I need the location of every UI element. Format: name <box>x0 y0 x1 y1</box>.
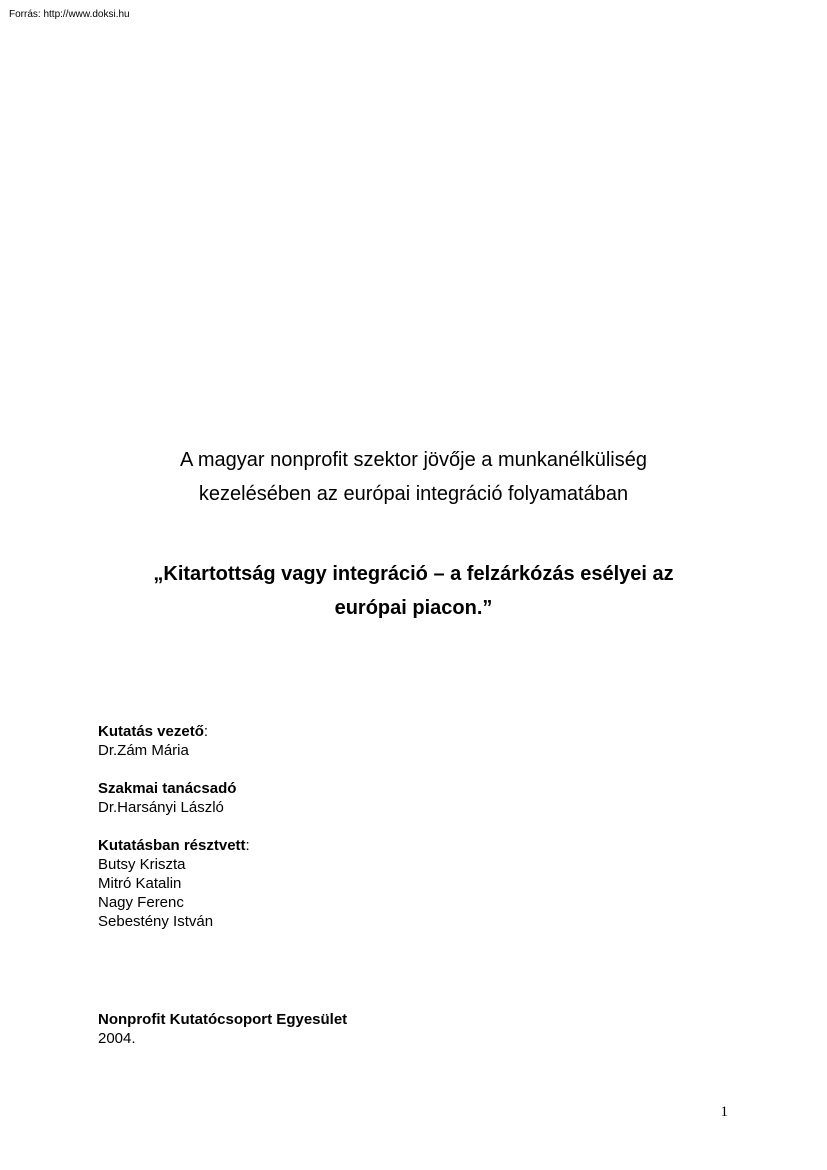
advisor-heading <box>98 779 250 798</box>
title-line-2: kezelésében az európai integráció folyamatában <box>198 483 629 505</box>
organization-name: Nonprofit Kutatócsoport Egyesület <box>98 1011 348 1028</box>
organization-block <box>98 1010 347 1048</box>
participant-name: Mitró Katalin <box>98 875 182 892</box>
participant-name: Butsy Kriszta <box>98 856 186 873</box>
participants-heading <box>98 836 250 855</box>
participant-name: Sebestény István <box>98 913 214 930</box>
advisor-label: Szakmai tanácsadó <box>98 780 237 797</box>
document-subtitle <box>0 557 827 625</box>
participants-colon: : <box>245 837 250 854</box>
research-leader-name: Dr.Zám Mária <box>98 742 189 759</box>
participants-group <box>98 836 250 931</box>
subtitle-line-1: „Kitartottság vagy integráció – a felzárkózás esélyei az <box>153 563 674 585</box>
page-number: 1 <box>720 1104 728 1120</box>
participant-name: Nagy Ferenc <box>98 894 184 911</box>
participants-label: Kutatásban résztvett <box>98 837 246 854</box>
document-title <box>0 443 827 511</box>
research-leader-colon: : <box>203 723 209 740</box>
research-leader-group <box>98 722 250 760</box>
research-leader-heading <box>98 722 250 741</box>
research-leader-label: Kutatás vezető <box>98 723 204 740</box>
credits-section <box>98 722 250 950</box>
source-url-text: Forrás: http://www.doksi.hu <box>9 9 130 20</box>
advisor-name: Dr.Harsányi László <box>98 799 224 816</box>
subtitle-line-2: európai piacon.” <box>334 597 493 619</box>
publication-year: 2004. <box>98 1030 136 1047</box>
title-line-1: A magyar nonprofit szektor jövője a munkanélküliség <box>180 449 647 471</box>
advisor-group <box>98 779 250 817</box>
